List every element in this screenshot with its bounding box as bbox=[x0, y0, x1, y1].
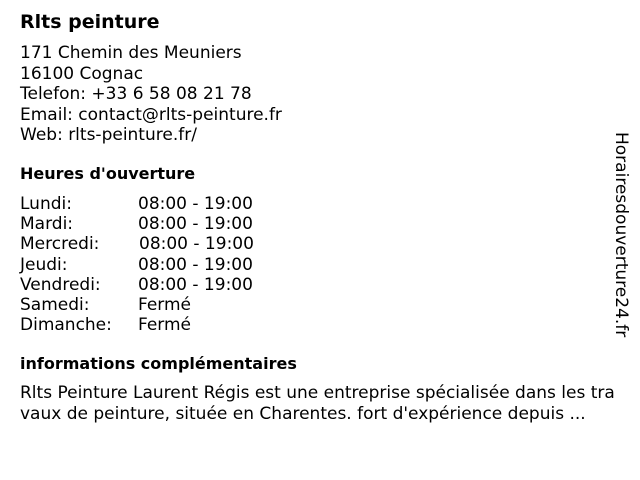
opening-hours-heading: Heures d'ouverture bbox=[20, 164, 196, 183]
hours-time: 08:00 - 19:00 bbox=[138, 214, 253, 235]
additional-info-text: Rlts Peinture Laurent Régis est une entreprise spécialisée dans les travaux de peinture, située en Charentes. fort d'expérience depuis ... bbox=[20, 383, 615, 424]
website: Web: rlts-peinture.fr/ bbox=[20, 125, 197, 145]
hours-time: Fermé bbox=[138, 294, 192, 315]
hours-day: Lundi: bbox=[20, 194, 72, 214]
hours-time: 08:00 - 19:00 bbox=[139, 234, 254, 255]
hours-day: Vendredi: bbox=[20, 274, 101, 295]
hours-day: Samedi: bbox=[20, 294, 90, 315]
business-name: Rlts peinture bbox=[20, 11, 160, 33]
contact-block bbox=[20, 43, 282, 146]
hours-day: Mercredi: bbox=[20, 234, 100, 255]
site-watermark: Horairesdouverture24.fr bbox=[611, 132, 631, 338]
email-address: Email: contact@rlts-peinture.fr bbox=[20, 104, 282, 125]
additional-info-heading: informations complémentaires bbox=[20, 354, 297, 373]
hours-time: Fermé bbox=[138, 315, 192, 336]
hours-time: 08:00 - 19:00 bbox=[138, 254, 253, 275]
hours-day: Mardi: bbox=[20, 214, 74, 235]
phone-number: Telefon: +33 6 58 08 21 78 bbox=[20, 84, 252, 104]
address-street: 171 Chemin des Meuniers bbox=[20, 43, 242, 63]
hours-time: 08:00 - 19:00 bbox=[138, 194, 253, 214]
hours-time: 08:00 - 19:00 bbox=[138, 274, 253, 295]
hours-day: Jeudi: bbox=[20, 254, 68, 275]
hours-day: Dimanche: bbox=[20, 315, 112, 336]
address-city: 16100 Cognac bbox=[20, 63, 144, 84]
